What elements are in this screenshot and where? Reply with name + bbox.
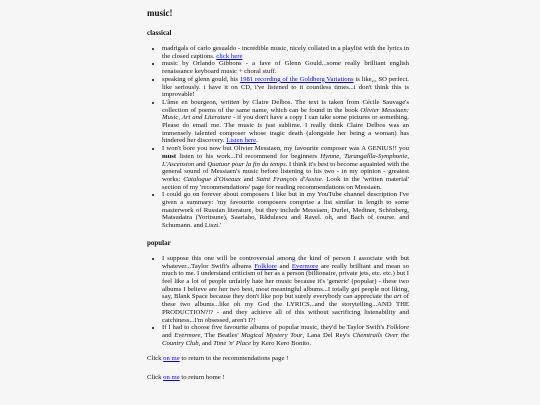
list-item: • I could go on forever about composers I like but in my YouTube channel description I've given a summary: 'my favourite composers comprise a list similar in length to some masterwork of Russian literature, but they include Messiaen, Durlet, Medtner, Schönberg, Matsudaira (Yoritsune), Saariaho, Rădulescu and Ravel. oh, and Bach of course. and Schumann. and Liszt.' <box>162 191 409 230</box>
list-item: • L'âme en bourgeon, written by Claire Delbos. The text is taken from Cécile Sauvage's collection of poems of the same name, which can be found in the book Olivier Messiaen: Music, Art and Literature - if you don't have a copy I can take some pictures or something. Please do email me. The music is just sublime. I really think Claire Delbos was an immensely talented composer whose tragic death (alongside her being a woman) has hindered her discovery. Listen here. <box>162 99 409 145</box>
list-item: • If I had to choose five favourite albums of popular music, they'd be Taylor Swift's Folklore and Evermore, The Beatles' Magical Mystery Tour, Lana Del Rey's Chemtrails Over the Country Club, and Time 'n' Place by Kero Kero Bonito. <box>162 324 409 347</box>
page-content <box>147 8 409 382</box>
section-heading-popular: popular <box>147 238 171 247</box>
evermore-link[interactable]: Evermore <box>291 262 319 270</box>
list-item: • music by Orlando Gibbons - a fave of Glenn Gould...some really brilliant english renaissance keyboard music + choral stuff. <box>162 60 409 75</box>
return-home-line: Click on me to return home ! <box>147 374 225 382</box>
folklore-link[interactable]: Folklore <box>254 262 277 270</box>
recommendations-link[interactable]: on me <box>163 355 180 363</box>
section-heading-classical: classical <box>147 29 172 37</box>
list-item: • I won't bore you now but Olivier Messiaen, my favourite composer was A GENIUS!! you must listen to his work...I'd recommend for beginners Hymne, Turangalîla-Symphonie, L'Ascension and Quatuor pour la fin du temps. I think it's best to become aquainted with the general sound of Messiaen's music before listening to his two - in my opinion - greatest works: Catalogue d'Oiseaux and Saint François d'Assise. Look in the 'written material' section of my 'recommendations' page for reading recommendations on Messiaen. <box>162 145 409 191</box>
list-item: • speaking of glenn gould, his 1981 recording of the Goldberg Variations is like,,, SO perfect. like seriously. i have it on CD, i've listened to it countless times...i don't think this is improvable! <box>162 76 409 99</box>
list-item: • madrigals of carlo gesualdo - incredible music, nicely collated in a playlist with the lyrics in the closed captions. click here <box>162 45 409 60</box>
return-recommendations-line: Click on me to return to the recommendations page ! <box>147 355 289 363</box>
classical-list <box>147 45 409 230</box>
home-link[interactable]: on me <box>163 374 180 382</box>
list-item: • I suppose this one will be controversial among the kind of person I associate with but whatever...Taylor Swift's albums Folklore and Evermore are really brilliant and mean so much to me. I understand criticism of her as a person (billionaire, private jets, etc. etc.) but I feel like a lot of people unfairly hate her music because it's 'generic' (popular) - these two albums I believe are her two best, most meaningful albums...I totally get people not liking, say, Blank Space because they don't like pop but surely everybody can appreciate the art of these two albums...like oh my God the LYRICS...and the storytelling...AND THE PRODUCTION?!? - and they achieve all of this without sacrificing listenability and catchiness...I'm obsessed, aren't I?! <box>162 255 409 324</box>
popular-list <box>147 255 409 347</box>
goldberg-recording-link[interactable]: 1981 recording of the Goldberg Variations <box>239 75 354 83</box>
listen-here-link[interactable]: Listen here <box>226 137 257 145</box>
gesualdo-playlist-link[interactable]: click here <box>216 52 243 60</box>
page-title: music! <box>147 8 173 18</box>
